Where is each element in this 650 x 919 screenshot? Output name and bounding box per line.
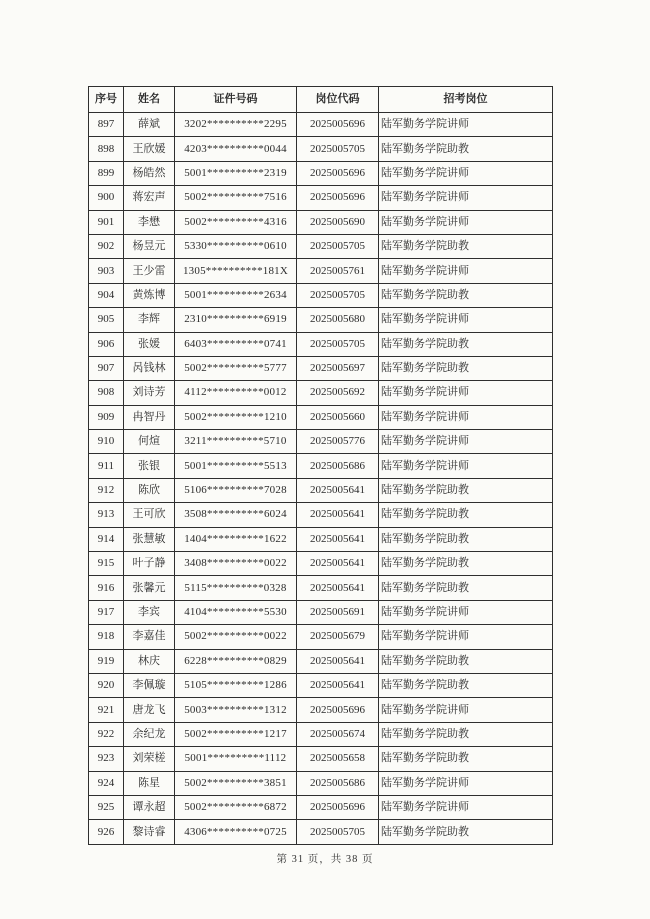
cell-post-code: 2025005692 bbox=[297, 381, 379, 405]
table-header-row bbox=[89, 87, 553, 113]
cell-post-code: 2025005696 bbox=[297, 186, 379, 210]
cell-post-code: 2025005691 bbox=[297, 600, 379, 624]
cell-id-number: 6228**********0829 bbox=[175, 649, 297, 673]
cell-index: 923 bbox=[89, 747, 124, 771]
cell-post-title: 陆军勤务学院讲师 bbox=[379, 186, 553, 210]
cell-name: 张馨元 bbox=[124, 576, 175, 600]
cell-post-code: 2025005690 bbox=[297, 210, 379, 234]
cell-id-number: 5002**********7516 bbox=[175, 186, 297, 210]
cell-post-title: 陆军勤务学院助教 bbox=[379, 478, 553, 502]
table-row bbox=[89, 332, 553, 356]
cell-id-number: 3202**********2295 bbox=[175, 113, 297, 137]
cell-post-code: 2025005641 bbox=[297, 673, 379, 697]
table-row bbox=[89, 113, 553, 137]
cell-name: 薛斌 bbox=[124, 113, 175, 137]
cell-post-title: 陆军勤务学院助教 bbox=[379, 137, 553, 161]
cell-name: 何煊 bbox=[124, 430, 175, 454]
cell-id-number: 5002**********6872 bbox=[175, 795, 297, 819]
cell-post-title: 陆军勤务学院讲师 bbox=[379, 430, 553, 454]
cell-post-title: 陆军勤务学院讲师 bbox=[379, 210, 553, 234]
table-row bbox=[89, 308, 553, 332]
cell-id-number: 4306**********0725 bbox=[175, 820, 297, 844]
cell-name: 李辉 bbox=[124, 308, 175, 332]
cell-index: 908 bbox=[89, 381, 124, 405]
cell-index: 912 bbox=[89, 478, 124, 502]
cell-name: 叶子静 bbox=[124, 552, 175, 576]
cell-id-number: 4203**********0044 bbox=[175, 137, 297, 161]
table-row bbox=[89, 186, 553, 210]
cell-post-title: 陆军勤务学院讲师 bbox=[379, 771, 553, 795]
table-row bbox=[89, 161, 553, 185]
cell-index: 917 bbox=[89, 600, 124, 624]
cell-post-title: 陆军勤务学院讲师 bbox=[379, 161, 553, 185]
table-row bbox=[89, 552, 553, 576]
cell-post-title: 陆军勤务学院助教 bbox=[379, 649, 553, 673]
cell-name: 陈星 bbox=[124, 771, 175, 795]
table-row bbox=[89, 820, 553, 844]
table-row bbox=[89, 137, 553, 161]
cell-index: 913 bbox=[89, 503, 124, 527]
cell-post-title: 陆军勤务学院助教 bbox=[379, 527, 553, 551]
cell-id-number: 1404**********1622 bbox=[175, 527, 297, 551]
cell-post-code: 2025005705 bbox=[297, 820, 379, 844]
table-row bbox=[89, 649, 553, 673]
cell-post-code: 2025005641 bbox=[297, 552, 379, 576]
cell-post-title: 陆军勤务学院助教 bbox=[379, 722, 553, 746]
cell-name: 李嘉佳 bbox=[124, 625, 175, 649]
cell-index: 906 bbox=[89, 332, 124, 356]
cell-index: 899 bbox=[89, 161, 124, 185]
cell-post-code: 2025005641 bbox=[297, 503, 379, 527]
cell-name: 余纪龙 bbox=[124, 722, 175, 746]
table-row bbox=[89, 381, 553, 405]
cell-post-title: 陆军勤务学院助教 bbox=[379, 820, 553, 844]
cell-post-code: 2025005641 bbox=[297, 527, 379, 551]
cell-post-title: 陆军勤务学院助教 bbox=[379, 673, 553, 697]
cell-post-title: 陆军勤务学院助教 bbox=[379, 332, 553, 356]
cell-index: 924 bbox=[89, 771, 124, 795]
cell-index: 898 bbox=[89, 137, 124, 161]
cell-index: 925 bbox=[89, 795, 124, 819]
cell-post-code: 2025005776 bbox=[297, 430, 379, 454]
cell-post-title: 陆军勤务学院讲师 bbox=[379, 381, 553, 405]
header-col-id: 证件号码 bbox=[175, 87, 297, 113]
cell-index: 905 bbox=[89, 308, 124, 332]
cell-post-code: 2025005696 bbox=[297, 698, 379, 722]
cell-id-number: 5001**********2634 bbox=[175, 283, 297, 307]
cell-post-code: 2025005658 bbox=[297, 747, 379, 771]
cell-post-code: 2025005697 bbox=[297, 356, 379, 380]
cell-name: 李宾 bbox=[124, 600, 175, 624]
cell-id-number: 3408**********0022 bbox=[175, 552, 297, 576]
cell-id-number: 5330**********0610 bbox=[175, 234, 297, 258]
cell-id-number: 5001**********5513 bbox=[175, 454, 297, 478]
cell-post-title: 陆军勤务学院讲师 bbox=[379, 405, 553, 429]
cell-name: 王少雷 bbox=[124, 259, 175, 283]
table-row bbox=[89, 576, 553, 600]
table-row bbox=[89, 673, 553, 697]
cell-id-number: 5003**********1312 bbox=[175, 698, 297, 722]
cell-id-number: 5002**********3851 bbox=[175, 771, 297, 795]
cell-post-title: 陆军勤务学院助教 bbox=[379, 234, 553, 258]
cell-post-title: 陆军勤务学院助教 bbox=[379, 576, 553, 600]
candidate-table bbox=[88, 86, 553, 845]
cell-post-code: 2025005686 bbox=[297, 771, 379, 795]
table-row bbox=[89, 210, 553, 234]
table-row bbox=[89, 356, 553, 380]
table-row bbox=[89, 503, 553, 527]
table-row bbox=[89, 722, 553, 746]
table-row bbox=[89, 405, 553, 429]
cell-index: 914 bbox=[89, 527, 124, 551]
cell-post-code: 2025005696 bbox=[297, 795, 379, 819]
cell-name: 唐龙飞 bbox=[124, 698, 175, 722]
cell-id-number: 2310**********6919 bbox=[175, 308, 297, 332]
cell-id-number: 6403**********0741 bbox=[175, 332, 297, 356]
cell-name: 杨昱元 bbox=[124, 234, 175, 258]
table-row bbox=[89, 478, 553, 502]
cell-index: 904 bbox=[89, 283, 124, 307]
cell-index: 921 bbox=[89, 698, 124, 722]
header-col-position: 招考岗位 bbox=[379, 87, 553, 113]
table-row bbox=[89, 259, 553, 283]
cell-index: 910 bbox=[89, 430, 124, 454]
cell-name: 李懋 bbox=[124, 210, 175, 234]
table-row bbox=[89, 795, 553, 819]
cell-id-number: 5002**********1210 bbox=[175, 405, 297, 429]
cell-id-number: 4112**********0012 bbox=[175, 381, 297, 405]
cell-post-code: 2025005686 bbox=[297, 454, 379, 478]
cell-post-title: 陆军勤务学院助教 bbox=[379, 503, 553, 527]
cell-name: 刘诗芳 bbox=[124, 381, 175, 405]
table-row bbox=[89, 283, 553, 307]
cell-index: 922 bbox=[89, 722, 124, 746]
cell-name: 黎诗睿 bbox=[124, 820, 175, 844]
table-row bbox=[89, 771, 553, 795]
cell-name: 黄炼博 bbox=[124, 283, 175, 307]
cell-post-title: 陆军勤务学院助教 bbox=[379, 283, 553, 307]
cell-name: 张慧敏 bbox=[124, 527, 175, 551]
cell-post-code: 2025005705 bbox=[297, 234, 379, 258]
cell-id-number: 5002**********1217 bbox=[175, 722, 297, 746]
cell-post-title: 陆军勤务学院讲师 bbox=[379, 698, 553, 722]
cell-post-code: 2025005674 bbox=[297, 722, 379, 746]
cell-post-code: 2025005680 bbox=[297, 308, 379, 332]
cell-index: 897 bbox=[89, 113, 124, 137]
cell-index: 911 bbox=[89, 454, 124, 478]
cell-post-title: 陆军勤务学院讲师 bbox=[379, 308, 553, 332]
cell-index: 915 bbox=[89, 552, 124, 576]
table-body bbox=[89, 113, 553, 845]
cell-post-title: 陆军勤务学院讲师 bbox=[379, 795, 553, 819]
cell-index: 916 bbox=[89, 576, 124, 600]
cell-id-number: 3508**********6024 bbox=[175, 503, 297, 527]
cell-post-title: 陆军勤务学院讲师 bbox=[379, 454, 553, 478]
cell-post-code: 2025005660 bbox=[297, 405, 379, 429]
cell-id-number: 4104**********5530 bbox=[175, 600, 297, 624]
cell-index: 901 bbox=[89, 210, 124, 234]
table-row bbox=[89, 454, 553, 478]
cell-name: 冉智丹 bbox=[124, 405, 175, 429]
cell-id-number: 5001**********2319 bbox=[175, 161, 297, 185]
cell-name: 张媛 bbox=[124, 332, 175, 356]
table-row bbox=[89, 600, 553, 624]
cell-post-code: 2025005705 bbox=[297, 332, 379, 356]
cell-index: 926 bbox=[89, 820, 124, 844]
cell-name: 李佩璇 bbox=[124, 673, 175, 697]
cell-index: 909 bbox=[89, 405, 124, 429]
cell-id-number: 1305**********181X bbox=[175, 259, 297, 283]
cell-post-title: 陆军勤务学院助教 bbox=[379, 552, 553, 576]
cell-index: 907 bbox=[89, 356, 124, 380]
cell-post-code: 2025005696 bbox=[297, 161, 379, 185]
cell-index: 902 bbox=[89, 234, 124, 258]
cell-post-title: 陆军勤务学院讲师 bbox=[379, 600, 553, 624]
cell-name: 杨皓然 bbox=[124, 161, 175, 185]
cell-id-number: 5115**********0328 bbox=[175, 576, 297, 600]
cell-post-code: 2025005761 bbox=[297, 259, 379, 283]
cell-index: 919 bbox=[89, 649, 124, 673]
cell-id-number: 3211**********5710 bbox=[175, 430, 297, 454]
cell-post-title: 陆军勤务学院助教 bbox=[379, 747, 553, 771]
cell-name: 王欣媛 bbox=[124, 137, 175, 161]
cell-id-number: 5105**********1286 bbox=[175, 673, 297, 697]
cell-post-title: 陆军勤务学院讲师 bbox=[379, 259, 553, 283]
cell-name: 谭永超 bbox=[124, 795, 175, 819]
table-row bbox=[89, 430, 553, 454]
table-row bbox=[89, 234, 553, 258]
table-row bbox=[89, 527, 553, 551]
cell-index: 918 bbox=[89, 625, 124, 649]
cell-name: 呙钱林 bbox=[124, 356, 175, 380]
cell-post-code: 2025005705 bbox=[297, 137, 379, 161]
cell-name: 林庆 bbox=[124, 649, 175, 673]
cell-id-number: 5001**********1112 bbox=[175, 747, 297, 771]
table-row bbox=[89, 698, 553, 722]
cell-post-code: 2025005641 bbox=[297, 478, 379, 502]
cell-name: 陈欣 bbox=[124, 478, 175, 502]
cell-post-title: 陆军勤务学院讲师 bbox=[379, 625, 553, 649]
page-number-footer: 第 31 页，共 38 页 bbox=[276, 854, 374, 865]
cell-name: 张银 bbox=[124, 454, 175, 478]
header-col-code: 岗位代码 bbox=[297, 87, 379, 113]
cell-post-title: 陆军勤务学院讲师 bbox=[379, 113, 553, 137]
cell-id-number: 5002**********0022 bbox=[175, 625, 297, 649]
cell-name: 刘荣槎 bbox=[124, 747, 175, 771]
cell-id-number: 5002**********4316 bbox=[175, 210, 297, 234]
cell-post-title: 陆军勤务学院助教 bbox=[379, 356, 553, 380]
cell-index: 900 bbox=[89, 186, 124, 210]
table-row bbox=[89, 625, 553, 649]
cell-post-code: 2025005679 bbox=[297, 625, 379, 649]
header-col-index: 序号 bbox=[89, 87, 124, 113]
cell-name: 王可欣 bbox=[124, 503, 175, 527]
cell-index: 920 bbox=[89, 673, 124, 697]
header-col-name: 姓名 bbox=[124, 87, 175, 113]
cell-post-code: 2025005696 bbox=[297, 113, 379, 137]
cell-post-code: 2025005705 bbox=[297, 283, 379, 307]
cell-name: 蒋宏声 bbox=[124, 186, 175, 210]
cell-index: 903 bbox=[89, 259, 124, 283]
cell-id-number: 5002**********5777 bbox=[175, 356, 297, 380]
table-row bbox=[89, 747, 553, 771]
cell-post-code: 2025005641 bbox=[297, 576, 379, 600]
cell-post-code: 2025005641 bbox=[297, 649, 379, 673]
cell-id-number: 5106**********7028 bbox=[175, 478, 297, 502]
